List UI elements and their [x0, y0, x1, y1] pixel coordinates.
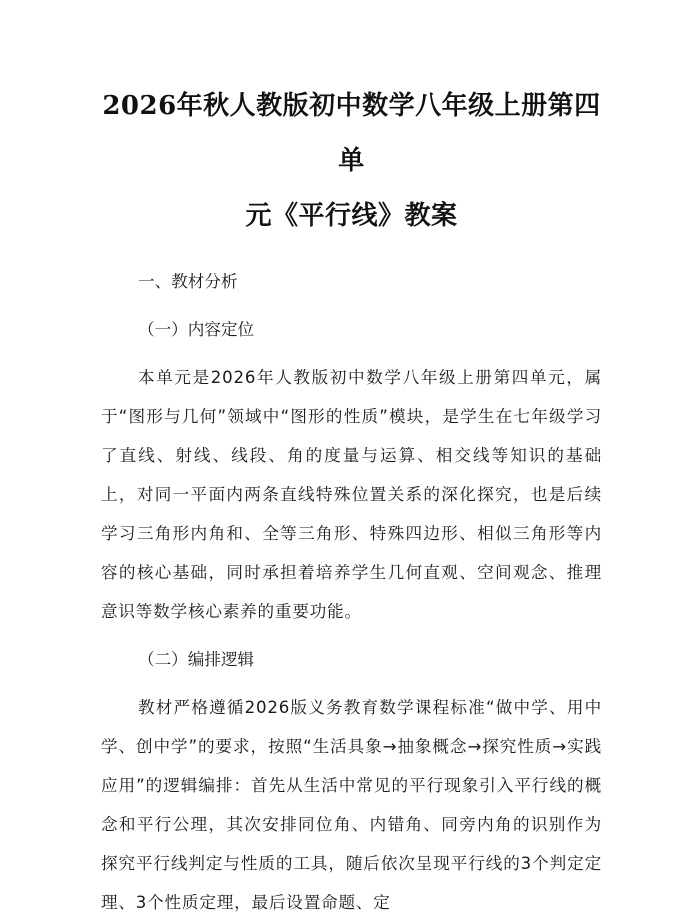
section-heading-textbook-analysis: 一、教材分析 [138, 272, 238, 291]
document-body [101, 262, 602, 922]
document-title [101, 0, 602, 244]
paragraph-content-positioning: 本单元是2026年人教版初中数学八年级上册第四单元，属于“图形与几何”领域中“图形的性质”模块，是学生在七年级学习了直线、射线、线段、角的度量与运算、相交线等知识的基础上，对同一平面内两条直线特殊位置关系的深化探究，也是后续学习三角形内角和、全等三角形、特殊四边形、相似三角形等内容的核心基础，同时承担着培养学生几何直观、空间观念、推理意识等数学核心素养的重要功能。 [101, 368, 602, 621]
subsection-heading-arrangement-logic: （二）编排逻辑 [138, 650, 255, 669]
title-line-1: 2026年秋人教版初中数学八年级上册第四单 [102, 91, 601, 176]
subsection-heading-content-positioning: （一）内容定位 [138, 320, 255, 339]
paragraph-arrangement-logic: 教材严格遵循2026版义务教育数学课程标准“做中学、用中学、创中学”的要求，按照“生活具象→抽象概念→探究性质→实践应用”的逻辑编排：首先从生活中常见的平行现象引入平行线的概念和平行公理，其次安排同位角、内错角、同旁内角的识别作为探究平行线判定与性质的工具，随后依次呈现平行线的3个判定定理、3个性质定理，最后设置命题、定 [101, 698, 602, 912]
title-line-2: 元《平行线》教案 [245, 201, 458, 231]
